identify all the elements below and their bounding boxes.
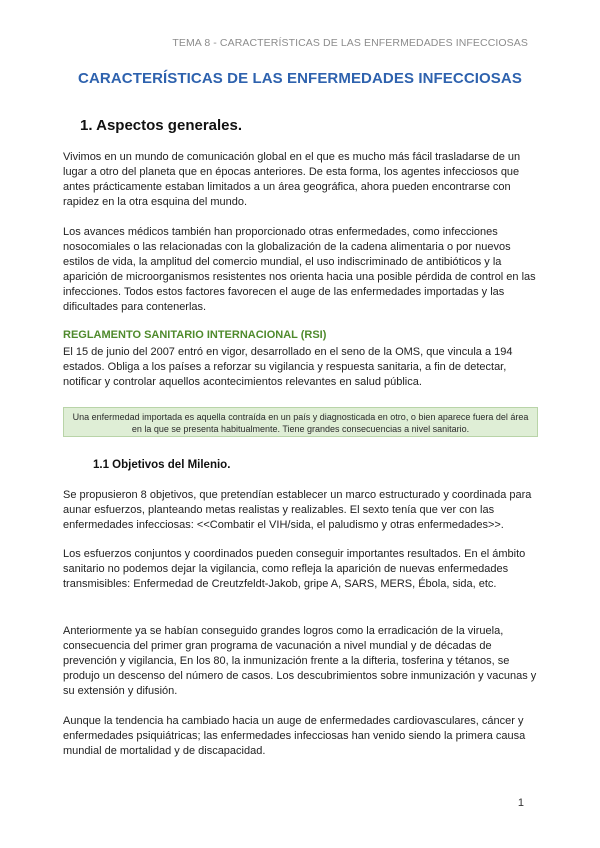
rsi-heading: REGLAMENTO SANITARIO INTERNACIONAL (RSI): [63, 329, 327, 341]
paragraph-avances-medicos: Los avances médicos también han proporcionado otras enfermedades, como infecciones nosocomiales o las relacionadas con la globalización de la cadena alimentaria o por nuevos estilos de vida, la amplitud del comercio mundial, el uso indiscriminado de antibióticos y la aparición de microorganismos resistentes nos orienta hacia una posible pérdida de control en las infecciones. Todos estos factores favorecen el auge de las enfermedades importadas y las dificultades para contenerlas.: [63, 226, 536, 313]
paragraph-comunicacion-global: Vivimos en un mundo de comunicación global en el que es mucho más fácil trasladarse de un lugar a otro del planeta que en épocas anteriores. De esta forma, los agentes infecciosos que antes prácticamente estaban limitados a un área geográfica, ahora pueden encontrarse con rapidez en la otra esquina del mundo.: [63, 151, 521, 208]
paragraph-esfuerzos-conjuntos: Los esfuerzos conjuntos y coordinados pueden conseguir importantes resultados. En el ámbito sanitario no podemos dejar la vigilancia, como refleja la aparición de nuevas enfermedades transmisibles: Enfermedad de Creutzfeldt-Jakob, gripe A, SARS, MERS, Ébola, sida, etc.: [63, 548, 526, 590]
paragraph-grandes-logros: Anteriormente ya se habían conseguido grandes logros como la erradicación de la viruela, consecuencia del primer gran programa de vacunación a nivel mundial y de décadas de prevención y vigilancia, En los 80, la inmunización frente a la difteria, tosferina y tétanos, se produjo un descenso del número de casos. Los descubrimientos sobre inmunización y vacunas y su extensión y difusión.: [63, 625, 537, 697]
section-heading-aspectos-generales: 1. Aspectos generales.: [80, 117, 243, 134]
callout-enfermedad-importada: Una enfermedad importada es aquella contraída en un país y diagnosticada en otro, o bien aparece fuera del área en la que se presenta habitualmente. Tiene grandes consecuencias a nivel sanitario.: [63, 407, 538, 437]
document-title: CARACTERÍSTICAS DE LAS ENFERMEDADES INFECCIOSAS: [78, 70, 522, 87]
subsection-heading-objetivos-milenio: 1.1 Objetivos del Milenio.: [93, 459, 231, 471]
paragraph-tendencia: Aunque la tendencia ha cambiado hacia un auge de enfermedades cardiovasculares, cáncer y enfermedades psiquiátricas; las enfermedades infecciosas han venido siendo la primera causa mundial de mortalidad y de discapacidad.: [63, 715, 526, 757]
page-number: 1: [517, 797, 524, 809]
paragraph-ocho-objetivos: Se propusieron 8 objetivos, que pretendían establecer un marco estructurado y coordinada para aunar esfuerzos, planteando metas realistas y realizables. El sexto tenía que ver con las enfermedades infecciosas: <<Combatir el VIH/sida, el paludismo y otras enfermedades>>.: [63, 489, 532, 531]
paragraph-rsi: El 15 de junio del 2007 entró en vigor, desarrollado en el seno de la OMS, que vincula a 194 estados. Obliga a los países a reforzar su vigilancia y respuesta sanitaria, a fin de detectar, notificar y controlar aquellos acontecimientos relevantes en salud pública.: [63, 346, 513, 388]
running-header: TEMA 8 - CARACTERÍSTICAS DE LAS ENFERMEDADES INFECCIOSAS: [172, 37, 528, 49]
